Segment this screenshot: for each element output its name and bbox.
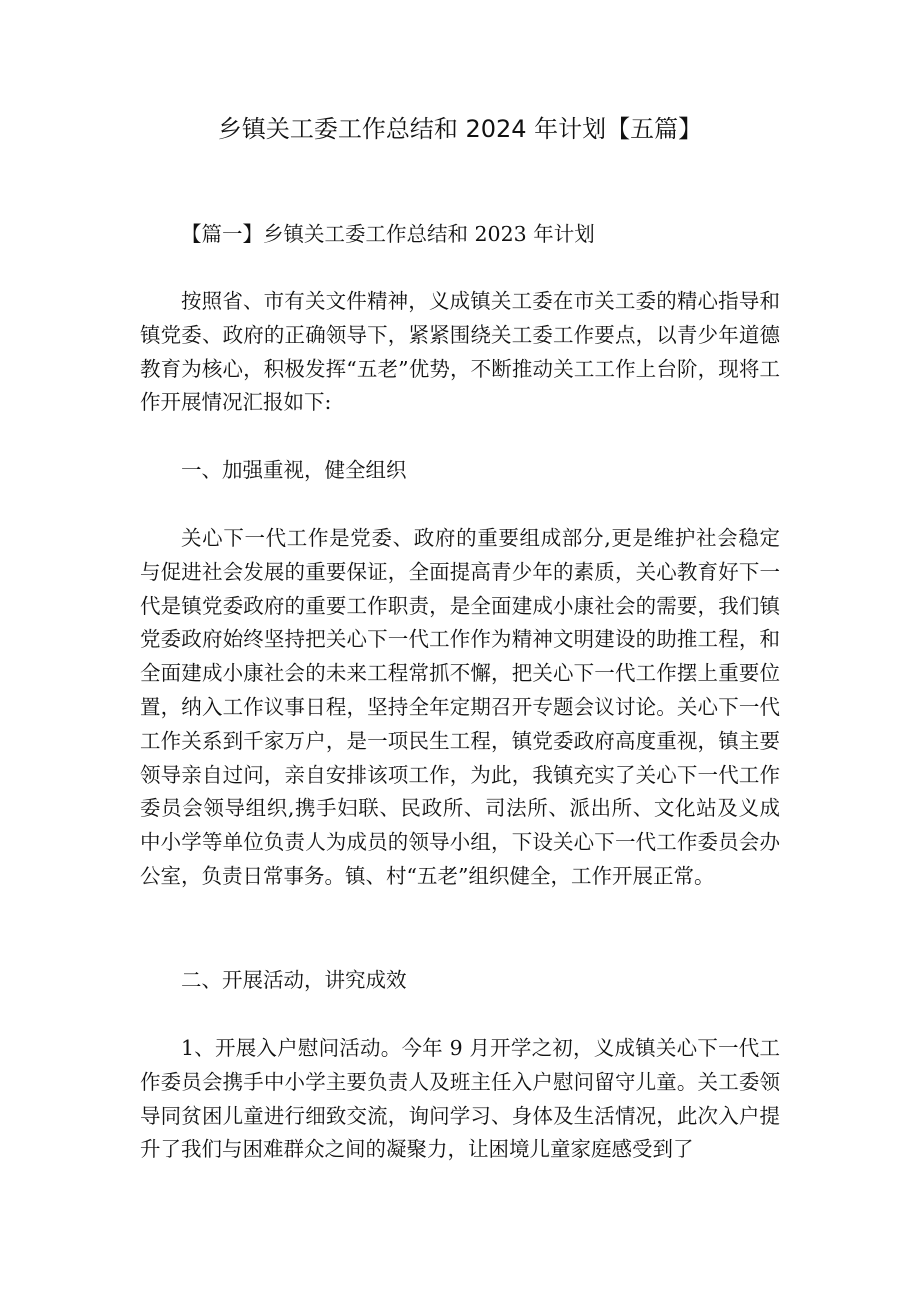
paragraph-one: 关心下一代工作是党委、政府的重要组成部分,更是维护社会稳定与促进社会发展的重要保证，全面提高青少年的素质，关心教育好下一代是镇党委政府的重要工作职责，是全面建成小康社会的需要，我们镇党委政府始终坚持把关心下一代工作作为精神文明建设的助推工程，和全面建成小康社会的未来工程常抓不懈，把关心下一代工作摆上重要位置，纳入工作议事日程，坚持全年定期召开专题会议讨论。关心下一代工作关系到千家万户，是一项民生工程，镇党委政府高度重视，镇主要领导亲自过问，亲自安排该项工作，为此，我镇充实了关心下一代工作委员会领导组织,携手妇联、民政所、司法所、派出所、文化站及义成中小学等单位负责人为成员的领导小组，下设关心下一代工作委员会办公室，负责日常事务。镇、村“五老”组织健全，工作开展正常。 xyxy=(140,526,780,888)
section-title: 【篇一】乡镇关工委工作总结和 2023 年计划 xyxy=(181,222,595,246)
heading-two: 二、开展活动，讲究成效 xyxy=(181,968,407,992)
heading-one: 一、加强重视，健全组织 xyxy=(181,458,407,482)
document-title: 乡镇关工委工作总结和 2024 年计划【五篇】 xyxy=(217,115,703,143)
intro-paragraph: 按照省、市有关文件精神，义成镇关工委在市关工委的精心指导和镇党委、政府的正确领导下，紧紧围绕关工委工作要点，以青少年道德教育为核心，积极发挥“五老”优势，不断推动关工工作上台阶，现将工作开展情况汇报如下: xyxy=(140,289,780,415)
paragraph-two: 1、开展入户慰问活动。今年 9 月开学之初，义成镇关心下一代工作委员会携手中小学主要负责人及班主任入户慰问留守儿童。关工委领导同贫困儿童进行细致交流，询问学习、身体及生活情况，此次入户提升了我们与困难群众之间的凝聚力，让困境儿童家庭感受到了 xyxy=(140,1036,780,1162)
